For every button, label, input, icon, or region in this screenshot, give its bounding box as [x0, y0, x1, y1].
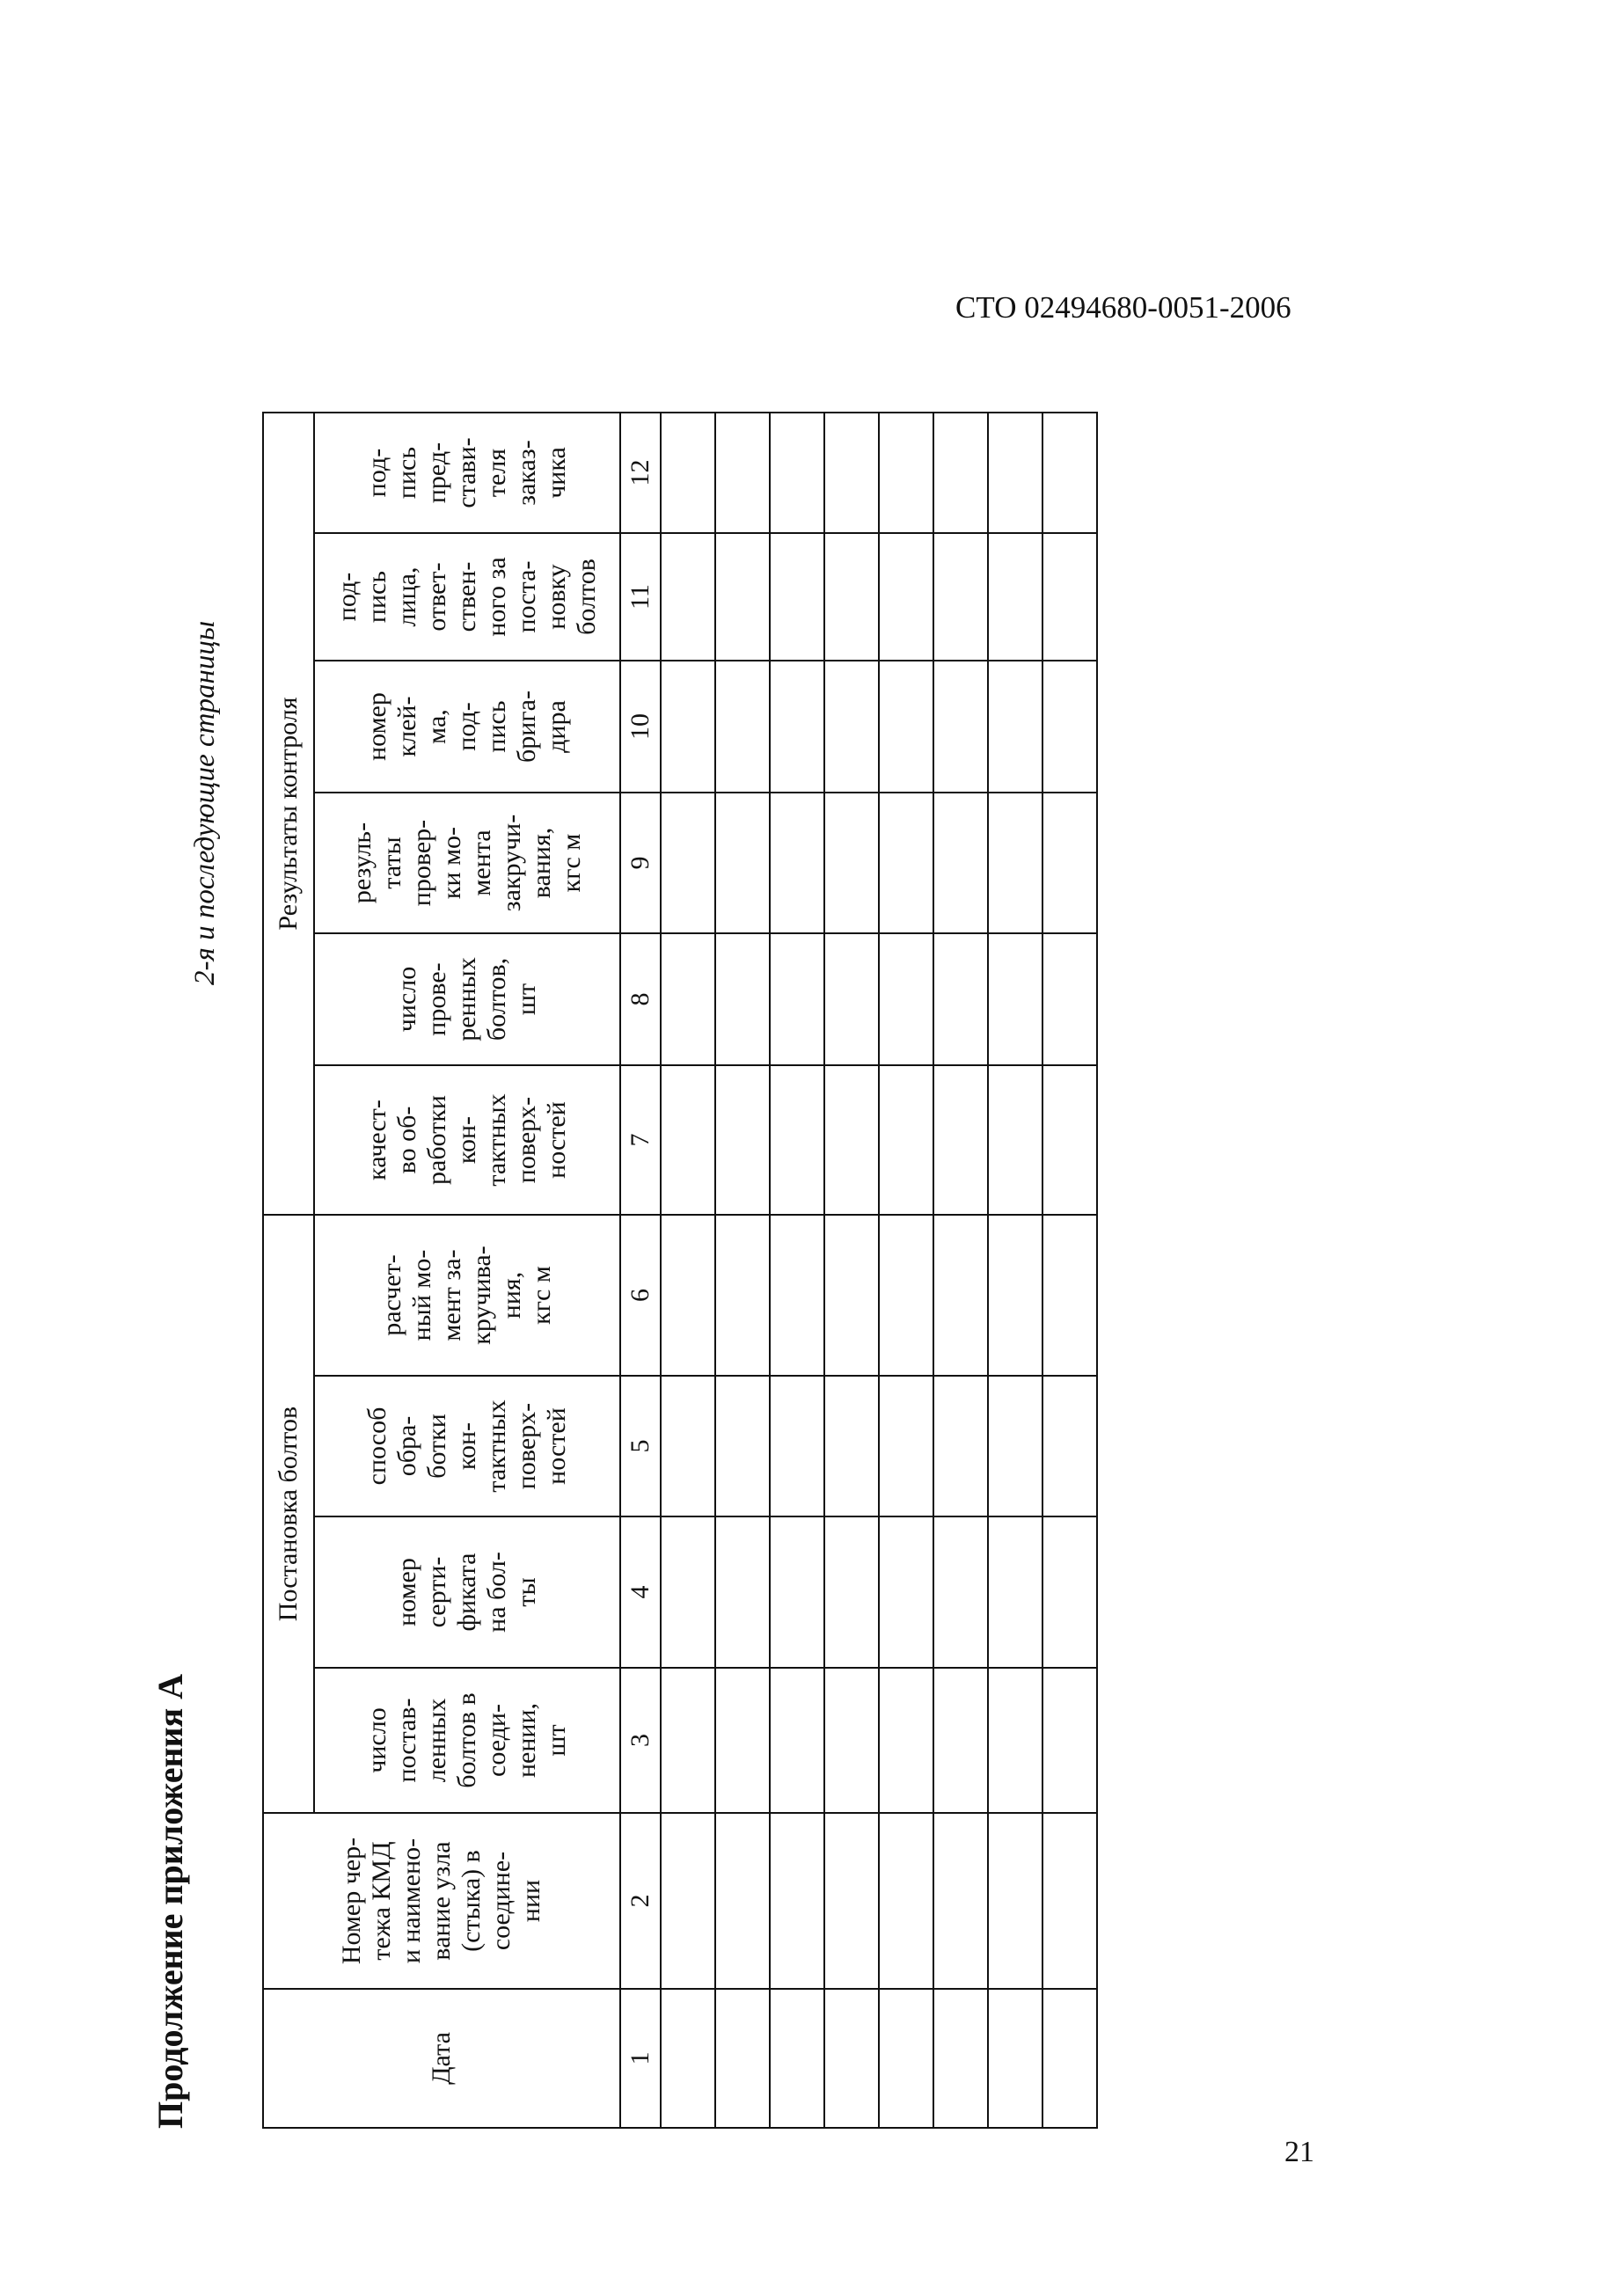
table-cell: [1042, 1376, 1097, 1516]
table-cell: [770, 793, 824, 933]
table-cell: [933, 933, 988, 1065]
table-cell: [824, 1813, 879, 1989]
table-cell: [988, 1376, 1042, 1516]
table-cell: [1042, 413, 1097, 533]
table-cell: [715, 1989, 770, 2128]
table-cell: [1042, 1215, 1097, 1376]
table-cell: [879, 1215, 933, 1376]
header-cell: Дата: [263, 1989, 620, 2128]
header-cell: номер серти- фиката на бол- ты: [314, 1516, 620, 1668]
table-cell: [933, 1516, 988, 1668]
table-cell: [879, 661, 933, 793]
header-cell: Номер чер- тежа КМД и наимено- вание узла (стыка) в соедине- нии: [263, 1813, 620, 1989]
table-cell: [715, 1813, 770, 1989]
group-header-bolting: Постановка болтов: [263, 1215, 314, 1813]
table-row: [715, 413, 770, 2128]
table-cell: [988, 1668, 1042, 1813]
group-header-control: Результаты контроля: [263, 413, 314, 1215]
table-cell: [824, 661, 879, 793]
table-cell: [824, 1989, 879, 2128]
table-cell: [933, 793, 988, 933]
table-cell: [988, 533, 1042, 661]
table-row: [988, 413, 1042, 2128]
header-cell: качест- во об- работки кон- тактных поверх- ностей: [314, 1065, 620, 1215]
table-cell: [715, 413, 770, 533]
table-cell: [879, 533, 933, 661]
table-cell: [824, 793, 879, 933]
table-cell: [988, 413, 1042, 533]
table-cell: [715, 661, 770, 793]
table-cell: [879, 1376, 933, 1516]
table-cell: [715, 1376, 770, 1516]
table-cell: [770, 1065, 824, 1215]
header-cell: число прове- ренных болтов, шт: [314, 933, 620, 1065]
table-cell: [1042, 533, 1097, 661]
table-cell: [770, 661, 824, 793]
table-cell: [661, 413, 715, 533]
column-number: 3: [620, 1668, 661, 1813]
document-code: СТО 02494680-0051-2006: [955, 290, 1291, 325]
table-cell: [661, 1065, 715, 1215]
table-cell: [879, 793, 933, 933]
table-cell: [879, 1516, 933, 1668]
table-cell: [1042, 793, 1097, 933]
column-number: 11: [620, 533, 661, 661]
column-number: 9: [620, 793, 661, 933]
table-cell: [879, 1989, 933, 2128]
table-cell: [824, 1065, 879, 1215]
column-number: 2: [620, 1813, 661, 1989]
header-cell: расчет- ный мо- мент за- кручива- ния, кгс м: [314, 1215, 620, 1376]
table-cell: [988, 933, 1042, 1065]
table-cell: [933, 1813, 988, 1989]
table-cell: [715, 1516, 770, 1668]
table-cell: [770, 533, 824, 661]
column-number: 5: [620, 1376, 661, 1516]
table-cell: [1042, 1668, 1097, 1813]
table-cell: [824, 1516, 879, 1668]
table-row: [1042, 413, 1097, 2128]
table-row: [770, 413, 824, 2128]
table-cell: [933, 1065, 988, 1215]
table-cell: [661, 533, 715, 661]
page-number: 21: [1284, 2136, 1314, 2168]
table-row: [661, 413, 715, 2128]
table-cell: [824, 413, 879, 533]
column-number: 7: [620, 1065, 661, 1215]
table-row: [933, 413, 988, 2128]
blank-rows: [661, 413, 1097, 2128]
table-cell: [661, 1376, 715, 1516]
table-cell: [1042, 661, 1097, 793]
table-cell: [988, 793, 1042, 933]
table-cell: [661, 1215, 715, 1376]
table-cell: [879, 413, 933, 533]
table-cell: [715, 533, 770, 661]
table-cell: [770, 1668, 824, 1813]
table-cell: [661, 793, 715, 933]
header-cell: число постав- ленных болтов в соеди- нении, шт: [314, 1668, 620, 1813]
rotated-landscape-content: [150, 281, 1108, 2129]
column-number: 6: [620, 1215, 661, 1376]
table-cell: [879, 933, 933, 1065]
table-cell: [661, 1516, 715, 1668]
header-cell: способ обра- ботки кон- тактных поверх- ностей: [314, 1376, 620, 1516]
header-cell: под- пись лица, ответ- ствен- ного за поста- новку болтов: [314, 533, 620, 661]
table-cell: [824, 1668, 879, 1813]
table-cell: [933, 1215, 988, 1376]
table-cell: [661, 661, 715, 793]
header-cell: номер клей- ма, под- пись брига- дира: [314, 661, 620, 793]
table-cell: [770, 1813, 824, 1989]
appendix-title: Продолжение приложения А: [150, 1673, 190, 2129]
table-cell: [824, 1376, 879, 1516]
table-cell: [933, 661, 988, 793]
table-cell: [933, 413, 988, 533]
pages-note: 2-я и последующие страницы: [189, 620, 221, 985]
table-cell: [1042, 933, 1097, 1065]
table-cell: [988, 1989, 1042, 2128]
table-row: [824, 413, 879, 2128]
table-cell: [661, 1668, 715, 1813]
header-cell: резуль- таты провер- ки мо- мента закручи- вания, кгс м: [314, 793, 620, 933]
table-cell: [988, 661, 1042, 793]
table-cell: [824, 533, 879, 661]
table-cell: [988, 1516, 1042, 1668]
table-cell: [770, 1516, 824, 1668]
table-cell: [715, 793, 770, 933]
table-cell: [715, 933, 770, 1065]
table-cell: [1042, 1516, 1097, 1668]
table-cell: [1042, 1813, 1097, 1989]
table-cell: [715, 1215, 770, 1376]
table-cell: [770, 1989, 824, 2128]
table-cell: [824, 933, 879, 1065]
header-cell: под- пись пред- стави- теля заказ- чика: [314, 413, 620, 533]
table-cell: [933, 533, 988, 661]
table-cell: [715, 1065, 770, 1215]
table-cell: [879, 1668, 933, 1813]
table-cell: [770, 413, 824, 533]
table-cell: [879, 1065, 933, 1215]
table-cell: [770, 933, 824, 1065]
table-cell: [824, 1215, 879, 1376]
column-number-row: [620, 413, 661, 2128]
column-number: 1: [620, 1989, 661, 2128]
table-cell: [770, 1215, 824, 1376]
column-number: 4: [620, 1516, 661, 1668]
table-cell: [933, 1668, 988, 1813]
table-cell: [933, 1376, 988, 1516]
table-cell: [661, 1989, 715, 2128]
table-cell: [988, 1813, 1042, 1989]
table-cell: [988, 1215, 1042, 1376]
column-number: 12: [620, 413, 661, 533]
table-cell: [661, 1813, 715, 1989]
bolt-control-table: [262, 412, 1098, 2129]
table-cell: [988, 1065, 1042, 1215]
table-cell: [1042, 1989, 1097, 2128]
column-number: 10: [620, 661, 661, 793]
table-cell: [715, 1668, 770, 1813]
table-cell: [879, 1813, 933, 1989]
table-cell: [770, 1376, 824, 1516]
table-cell: [1042, 1065, 1097, 1215]
table-row: [879, 413, 933, 2128]
column-number: 8: [620, 933, 661, 1065]
table-cell: [661, 933, 715, 1065]
table-cell: [933, 1989, 988, 2128]
